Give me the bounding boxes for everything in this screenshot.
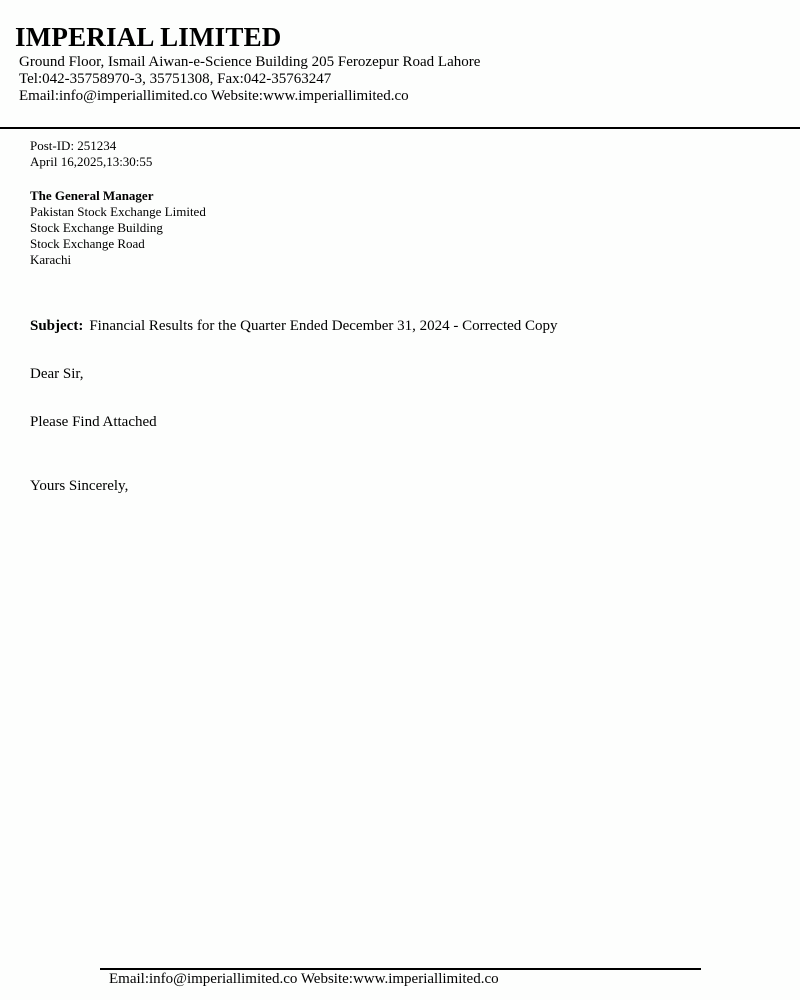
recipient-line: Karachi xyxy=(30,252,72,267)
company-email-website: Email:info@imperiallimited.co Website:www.imperiallimited.co xyxy=(19,88,409,104)
subject-label: Subject: xyxy=(30,318,84,334)
body-text: Please Find Attached xyxy=(30,414,157,430)
footer-divider xyxy=(100,968,701,970)
recipient-title: The General Manager xyxy=(30,188,154,203)
letterhead xyxy=(0,0,800,129)
company-name: IMPERIAL LIMITED xyxy=(15,22,282,52)
footer-email-website: Email:info@imperiallimited.co Website:www.imperiallimited.co xyxy=(109,971,499,987)
recipient-block xyxy=(30,188,206,268)
recipient-line: Stock Exchange Building xyxy=(30,220,163,235)
salutation: Dear Sir, xyxy=(30,366,84,382)
subject-line xyxy=(30,318,558,335)
company-phone-fax: Tel:042-35758970-3, 35751308, Fax:042-35763247 xyxy=(19,71,332,87)
recipient-line: Pakistan Stock Exchange Limited xyxy=(30,204,206,219)
company-address: Ground Floor, Ismail Aiwan-e-Science Building 205 Ferozepur Road Lahore xyxy=(19,54,481,70)
post-date: April 16,2025,13:30:55 xyxy=(30,154,153,169)
recipient-line: Stock Exchange Road xyxy=(30,236,145,251)
post-id: Post-ID: 251234 xyxy=(30,138,117,153)
subject-text: Financial Results for the Quarter Ended December 31, 2024 - Corrected Copy xyxy=(89,318,558,334)
closing: Yours Sincerely, xyxy=(30,478,129,494)
